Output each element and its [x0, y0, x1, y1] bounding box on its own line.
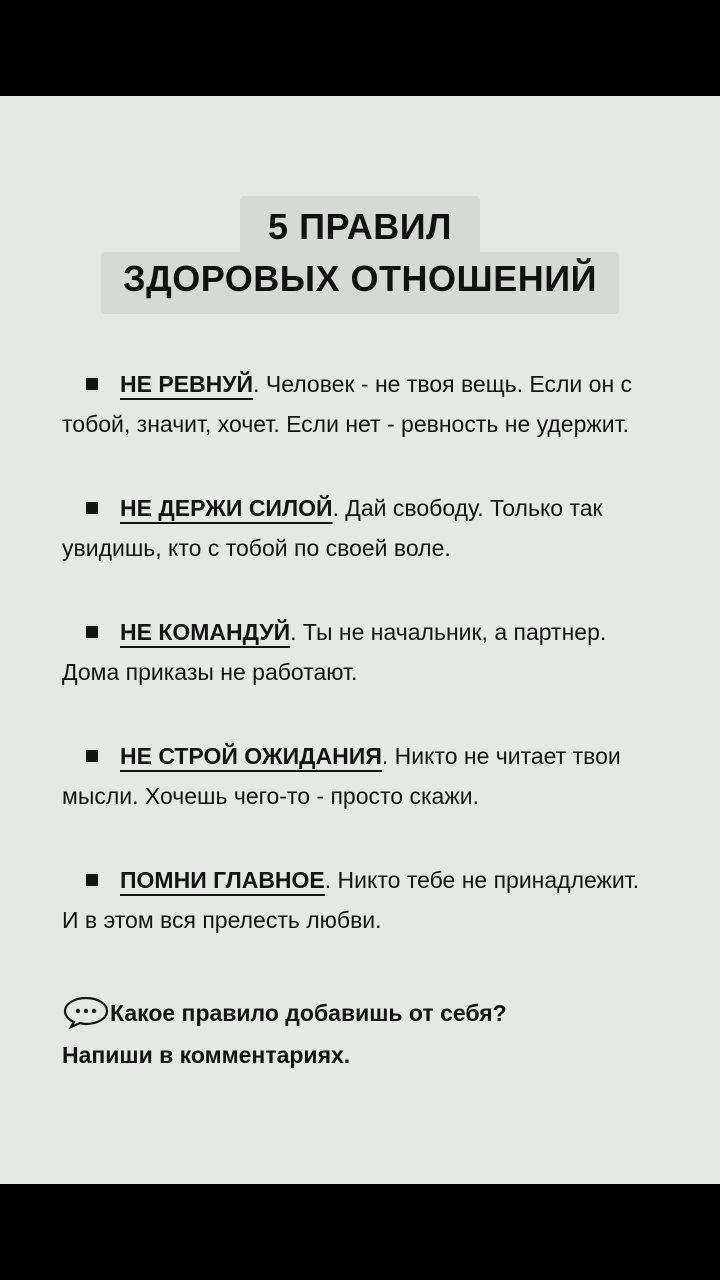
rule-item	[62, 860, 642, 940]
square-bullet-icon	[86, 378, 98, 390]
rule-text: . Никто тебе не принадлежит. И в этом вся прелесть любви.	[62, 867, 640, 933]
rule-heading: НЕ РЕВНУЙ	[120, 371, 254, 397]
rule-text: . Человек - не твоя вещь. Если он с тобой, значит, хочет. Если нет - ревность не удержит.	[62, 371, 633, 437]
square-bullet-icon	[86, 874, 98, 886]
title-line-2: ЗДОРОВЫХ ОТНОШЕНИЙ	[101, 252, 619, 314]
rule-item	[62, 488, 642, 568]
post-image	[0, 96, 720, 1184]
rule-heading: ПОМНИ ГЛАВНОЕ	[120, 867, 325, 893]
square-bullet-icon	[86, 750, 98, 762]
rule-item	[62, 364, 642, 444]
title-line-1: 5 ПРАВИЛ	[240, 196, 480, 254]
rule-heading: НЕ КОМАНДУЙ	[120, 619, 291, 645]
rules-list	[62, 364, 642, 984]
rule-text: . Дай свободу. Только так увидишь, кто с тобой по своей воле.	[62, 495, 603, 561]
title-block	[0, 196, 720, 314]
square-bullet-icon	[86, 626, 98, 638]
rule-heading: НЕ ДЕРЖИ СИЛОЙ	[120, 495, 333, 521]
square-bullet-icon	[86, 502, 98, 514]
call-to-action	[62, 992, 662, 1076]
speech-bubble-icon	[62, 995, 110, 1029]
rule-text: . Никто не читает твои мысли. Хочешь чего-то - просто скажи.	[62, 743, 621, 809]
rule-item	[62, 612, 642, 692]
rule-item	[62, 736, 642, 816]
cta-line-2: Напиши в комментариях.	[62, 1042, 351, 1068]
cta-line-1: Какое правило добавишь от себя?	[110, 1000, 507, 1026]
rule-heading: НЕ СТРОЙ ОЖИДАНИЯ	[120, 743, 382, 769]
rule-text: . Ты не начальник, а партнер. Дома приказы не работают.	[62, 619, 607, 685]
